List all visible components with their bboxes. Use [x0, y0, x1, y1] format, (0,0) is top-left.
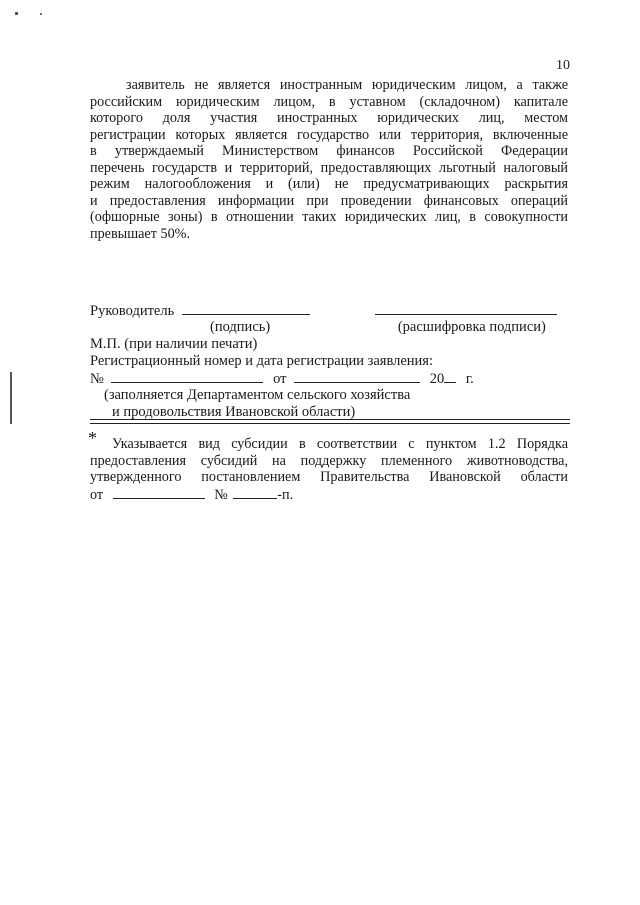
paragraph-line: и предоставления информации при проведении финансовых операций	[90, 192, 568, 209]
scan-margin-mark	[10, 372, 12, 424]
paragraph-line: заявитель не является иностранным юридическим лицом, а также	[126, 77, 568, 93]
paragraph-line: режим налогообложения и (или) не предусматривающих раскрытия	[90, 176, 568, 192]
footnote-line: утвержденного постановлением Правительства Ивановской области	[90, 469, 568, 485]
signature-decode-field	[375, 302, 557, 315]
head-label: Руководитель	[90, 303, 175, 319]
signature-block	[90, 302, 570, 421]
head-signature-row	[90, 302, 570, 319]
section-divider	[90, 419, 570, 420]
registration-number-field	[111, 370, 263, 383]
year-field	[444, 370, 456, 383]
registration-date-field	[294, 370, 420, 383]
scan-speck	[15, 12, 18, 15]
scan-speck	[40, 13, 42, 15]
decree-number-field	[233, 486, 277, 499]
page-number: 10	[556, 58, 570, 73]
paragraph-line: (офшорные зоны) в отношении таких юридических лиц, в совокупности	[90, 209, 568, 225]
signature-field	[182, 302, 310, 315]
footnote-line: предоставления субсидий на поддержку племенного животноводства,	[90, 452, 568, 469]
paragraph-line: перечень государств и территорий, предоставляющих льготный налоговый	[90, 159, 568, 176]
filled-by-line: (заполняется Департаментом сельского хозяйства	[104, 387, 411, 403]
paragraph-line: превышает 50%.	[90, 225, 191, 242]
year-suffix: г.	[465, 371, 474, 387]
stamp-note: М.П. (при наличии печати)	[90, 336, 258, 352]
signature-captions-row	[90, 319, 570, 336]
footnote	[88, 428, 568, 503]
registration-row	[90, 370, 570, 387]
paragraph-line: регистрации которых является государство или территория, включенные	[90, 126, 568, 143]
section-divider	[90, 423, 570, 424]
footnote-from-word: от	[90, 486, 104, 503]
filled-by-line: и продовольствия Ивановской области)	[112, 404, 356, 420]
footnote-asterisk: *	[88, 428, 97, 448]
footnote-number-sign: №	[214, 486, 228, 503]
footnote-suffix: -п.	[277, 486, 294, 503]
signature-caption: (подпись)	[210, 319, 271, 335]
number-sign: №	[90, 371, 104, 387]
registration-label: Регистрационный номер и дата регистрации заявления:	[90, 353, 433, 369]
footnote-line: * Указывается вид субсидии в соответствии с пунктом 1.2 Порядка	[88, 428, 568, 452]
paragraph-line: российским юридическим лицом, в уставном (складочном) капитале	[90, 93, 568, 110]
paragraph-line: в утверждаемый Министерством финансов Российской Федерации	[90, 143, 568, 159]
paragraph-line: которого доля участия иностранных юридических лиц, местом	[90, 110, 568, 126]
signature-decode-caption: (расшифровка подписи)	[397, 319, 546, 335]
year-prefix: 20	[429, 371, 445, 387]
from-word: от	[273, 371, 287, 387]
main-paragraph	[90, 77, 568, 242]
footnote-last-line	[90, 486, 568, 503]
decree-date-field	[113, 486, 205, 499]
